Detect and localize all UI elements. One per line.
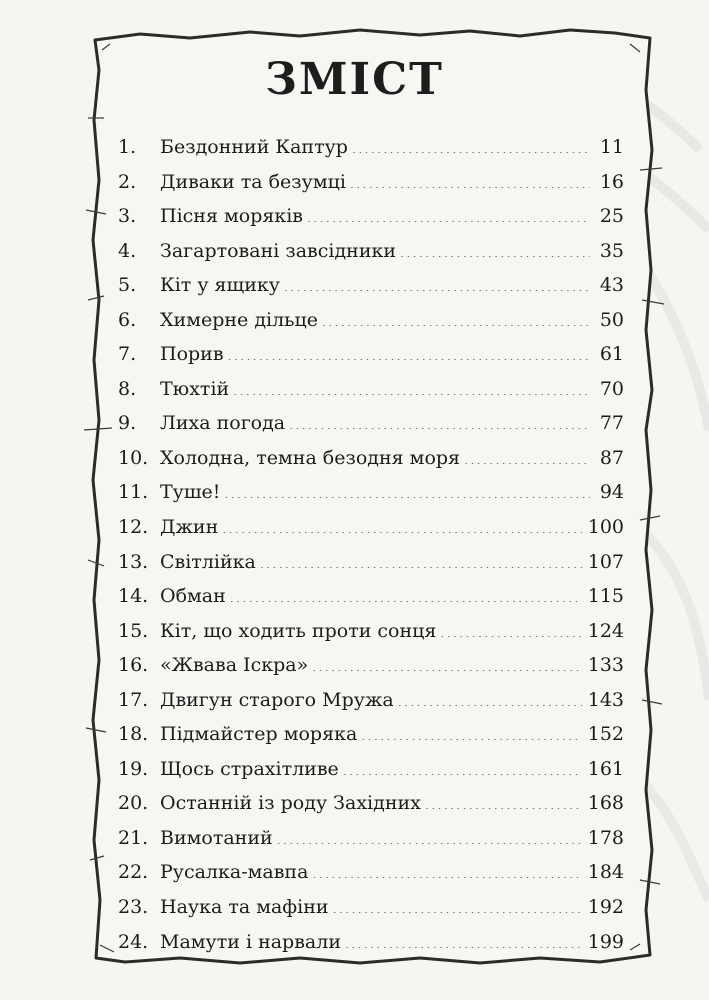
chapter-title: Порив bbox=[160, 343, 224, 366]
leader-dots bbox=[260, 549, 582, 568]
chapter-title: «Жвава Іскра» bbox=[160, 654, 309, 677]
chapter-number: 6. bbox=[118, 308, 137, 331]
chapter-title: Підмайстер моряка bbox=[160, 723, 358, 746]
chapter-number: 5. bbox=[118, 274, 137, 297]
chapter-title: Лиха погода bbox=[160, 412, 286, 435]
toc-entry[interactable] bbox=[118, 614, 624, 649]
page-number: 184 bbox=[587, 861, 624, 884]
chapter-number: 4. bbox=[118, 239, 137, 262]
chapter-title: Химерне дільце bbox=[160, 308, 318, 331]
leader-dots bbox=[343, 756, 582, 775]
chapter-number: 13. bbox=[118, 550, 149, 573]
page-number: 94 bbox=[599, 481, 624, 504]
toc-entry[interactable] bbox=[118, 303, 624, 338]
leader-dots bbox=[350, 169, 590, 188]
chapter-number: 18. bbox=[118, 723, 149, 746]
leader-dots bbox=[333, 894, 582, 913]
toc-entry[interactable] bbox=[118, 510, 624, 545]
chapter-title: Джин bbox=[160, 516, 219, 539]
chapter-title: Наука та мафіни bbox=[160, 896, 329, 919]
chapter-number: 14. bbox=[118, 585, 149, 608]
leader-dots bbox=[361, 721, 581, 740]
page-number: 77 bbox=[599, 412, 624, 435]
chapter-number: 22. bbox=[118, 861, 149, 884]
page-number: 43 bbox=[599, 274, 624, 297]
chapter-number: 19. bbox=[118, 757, 149, 780]
chapter-title: Бездонний Каптур bbox=[160, 136, 348, 158]
leader-dots bbox=[233, 376, 590, 395]
chapter-number: 21. bbox=[118, 826, 149, 849]
chapter-title: Русалка-мавпа bbox=[160, 861, 309, 884]
chapter-number: 20. bbox=[118, 792, 149, 815]
chapter-title: Туше! bbox=[160, 481, 221, 504]
toc-entry[interactable] bbox=[118, 441, 624, 476]
leader-dots bbox=[312, 859, 581, 878]
chapter-title: Холодна, темна безодня моря bbox=[160, 446, 461, 469]
chapter-number: 8. bbox=[118, 377, 137, 400]
leader-dots bbox=[284, 272, 590, 291]
toc-entry[interactable] bbox=[118, 268, 624, 303]
chapter-title: Обман bbox=[160, 585, 226, 608]
chapter-number: 3. bbox=[118, 205, 137, 228]
chapter-title: Вимотаний bbox=[160, 826, 273, 849]
chapter-title: Пісня моряків bbox=[160, 205, 303, 228]
chapter-number: 12. bbox=[118, 516, 149, 539]
leader-dots bbox=[425, 790, 582, 809]
leader-dots bbox=[398, 687, 582, 706]
toc-entry[interactable] bbox=[118, 545, 624, 580]
page-number: 152 bbox=[587, 723, 624, 746]
page-number: 87 bbox=[599, 446, 624, 469]
chapter-number: 16. bbox=[118, 654, 149, 677]
leader-dots bbox=[352, 134, 590, 153]
chapter-number: 11. bbox=[118, 481, 149, 504]
page-number: 178 bbox=[587, 826, 624, 849]
leader-dots bbox=[230, 583, 582, 602]
chapter-number: 2. bbox=[118, 170, 137, 193]
chapter-number: 24. bbox=[118, 930, 149, 953]
chapter-title: Двигун старого Мружа bbox=[160, 688, 394, 711]
chapter-title: Останній із роду Західних bbox=[160, 792, 421, 815]
page-number: 107 bbox=[587, 550, 624, 573]
leader-dots bbox=[464, 445, 590, 464]
toc-entry[interactable] bbox=[118, 337, 624, 372]
leader-dots bbox=[322, 307, 590, 326]
toc-entry[interactable] bbox=[118, 925, 624, 960]
chapter-title: Світлійка bbox=[160, 550, 256, 573]
toc-entry[interactable] bbox=[118, 199, 624, 234]
page-number: 143 bbox=[587, 688, 624, 711]
toc-entry[interactable] bbox=[118, 579, 624, 614]
chapter-title: Загартовані завсідники bbox=[160, 239, 397, 262]
table-of-contents bbox=[118, 130, 624, 959]
toc-entry[interactable] bbox=[118, 648, 624, 683]
page-number: 168 bbox=[587, 792, 624, 815]
leader-dots bbox=[222, 514, 581, 533]
leader-dots bbox=[440, 618, 581, 637]
page-number: 35 bbox=[599, 239, 624, 262]
page-number: 11 bbox=[599, 136, 624, 158]
toc-entry[interactable] bbox=[118, 165, 624, 200]
page-number: 61 bbox=[599, 343, 624, 366]
toc-entry[interactable] bbox=[118, 890, 624, 925]
chapter-title: Диваки та безумці bbox=[160, 170, 346, 193]
page-number: 161 bbox=[587, 757, 624, 780]
toc-entry[interactable] bbox=[118, 786, 624, 821]
leader-dots bbox=[228, 341, 590, 360]
page-number: 50 bbox=[599, 308, 624, 331]
chapter-title: Тюхтій bbox=[160, 377, 230, 400]
toc-entry[interactable] bbox=[118, 372, 624, 407]
chapter-number: 23. bbox=[118, 896, 149, 919]
toc-entry[interactable] bbox=[118, 752, 624, 787]
page-number: 16 bbox=[599, 170, 624, 193]
leader-dots bbox=[224, 479, 590, 498]
toc-entry[interactable] bbox=[118, 683, 624, 718]
leader-dots bbox=[345, 929, 582, 948]
leader-dots bbox=[312, 652, 582, 671]
toc-entry[interactable] bbox=[118, 821, 624, 856]
page-number: 192 bbox=[587, 896, 624, 919]
chapter-title: Кіт у ящику bbox=[160, 274, 280, 297]
page-number: 25 bbox=[599, 205, 624, 228]
chapter-number: 10. bbox=[118, 446, 149, 469]
chapter-number: 7. bbox=[118, 343, 137, 366]
page-number: 124 bbox=[587, 619, 624, 642]
chapter-title: Щось страхітливе bbox=[160, 757, 339, 780]
page-number: 70 bbox=[599, 377, 624, 400]
page-number: 199 bbox=[587, 930, 624, 953]
toc-entry[interactable] bbox=[118, 130, 624, 165]
page-number: 133 bbox=[587, 654, 624, 677]
toc-entry[interactable] bbox=[118, 406, 624, 441]
chapter-number: 17. bbox=[118, 688, 149, 711]
leader-dots bbox=[277, 825, 582, 844]
chapter-title: Кіт, що ходить проти сонця bbox=[160, 619, 437, 642]
chapter-number: 9. bbox=[118, 412, 137, 435]
toc-entry[interactable] bbox=[118, 717, 624, 752]
leader-dots bbox=[307, 203, 590, 222]
page-number: 115 bbox=[587, 585, 624, 608]
toc-entry[interactable] bbox=[118, 234, 624, 269]
chapter-title: Мамути і нарвали bbox=[160, 930, 341, 953]
leader-dots bbox=[289, 410, 590, 429]
chapter-number: 1. bbox=[118, 136, 137, 158]
contents-heading: ЗМІСТ bbox=[265, 54, 444, 105]
chapter-number: 15. bbox=[118, 619, 149, 642]
toc-entry[interactable] bbox=[118, 475, 624, 510]
toc-entry[interactable] bbox=[118, 855, 624, 890]
leader-dots bbox=[400, 238, 590, 257]
page-number: 100 bbox=[587, 516, 624, 539]
